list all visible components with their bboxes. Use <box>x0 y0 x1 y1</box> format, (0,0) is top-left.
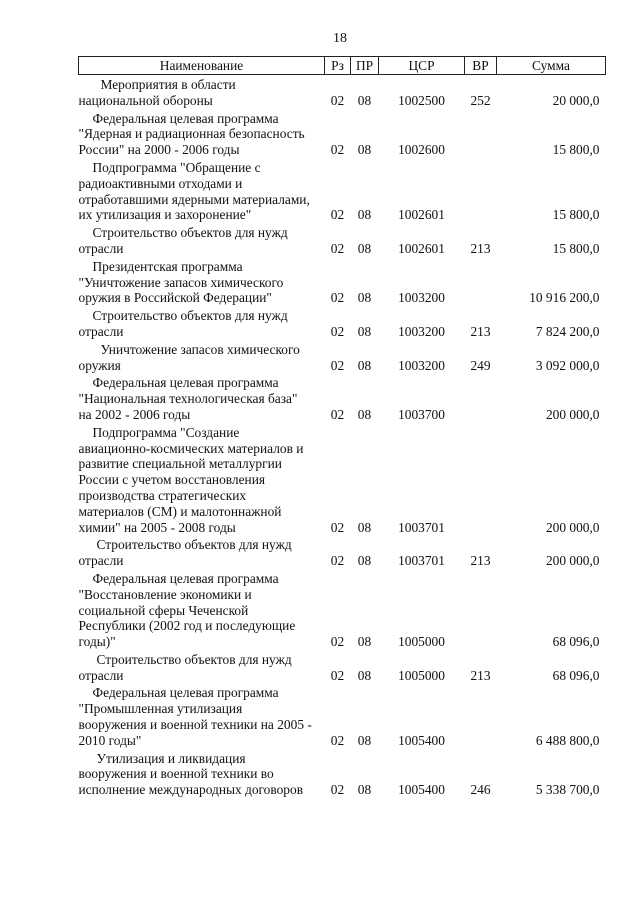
row-rz: 02 <box>330 782 345 798</box>
row-rz: 02 <box>330 92 345 108</box>
row-sum: 6 488 800,0 <box>535 732 600 748</box>
row-pr: 08 <box>357 634 372 650</box>
row-rz: 02 <box>330 207 345 223</box>
row-rz: 02 <box>330 240 345 256</box>
row-name <box>79 749 325 798</box>
row-name <box>79 683 325 748</box>
row-csr: 1002601 <box>398 207 445 223</box>
header-name: Наименование <box>79 57 325 75</box>
row-csr: 1003200 <box>398 290 445 306</box>
row-rz: 02 <box>330 634 345 650</box>
row-csr: 1002600 <box>398 142 445 158</box>
row-vr <box>465 257 497 306</box>
table-row <box>79 683 606 748</box>
page-number: 18 <box>333 31 347 46</box>
row-name <box>79 158 325 223</box>
row-pr: 08 <box>357 240 372 256</box>
row-vr <box>465 569 497 650</box>
table-row <box>79 373 606 422</box>
table-row <box>79 257 606 306</box>
table-row <box>79 569 606 650</box>
row-name-text: Подпрограмма "Создание авиационно-космических материалов и развитие специальной металлургии России с учетом восстановления производства стратегических материалов (СМ) и малотоннажной химии" на 2005 - 2008 годы <box>78 424 304 535</box>
table-row <box>79 75 606 109</box>
row-sum: 10 916 200,0 <box>529 290 600 306</box>
row-name <box>79 223 325 257</box>
table-row <box>79 306 606 340</box>
row-pr: 08 <box>357 732 372 748</box>
row-name-text: Утилизация и ликвидация вооружения и военной техники во исполнение международных договоров <box>78 750 304 798</box>
row-csr: 1005000 <box>398 634 445 650</box>
row-sum: 15 800,0 <box>552 240 600 256</box>
row-pr: 08 <box>357 92 372 108</box>
row-sum: 200 000,0 <box>545 519 600 535</box>
row-rz: 02 <box>330 142 345 158</box>
row-rz: 02 <box>330 323 345 339</box>
row-name-text: Строительство объектов для нужд отрасли <box>78 308 288 339</box>
row-vr: 213 <box>470 553 491 569</box>
row-vr <box>465 109 497 158</box>
row-name <box>79 257 325 306</box>
budget-table <box>78 56 606 798</box>
row-rz: 02 <box>330 406 345 422</box>
row-vr <box>465 683 497 748</box>
row-csr: 1005400 <box>398 732 445 748</box>
row-pr: 08 <box>357 290 372 306</box>
row-vr: 213 <box>470 240 491 256</box>
row-pr: 08 <box>357 207 372 223</box>
header-sum: Сумма <box>497 57 606 75</box>
row-pr: 08 <box>357 142 372 158</box>
row-vr: 249 <box>470 357 491 373</box>
header-vr: ВР <box>465 57 497 75</box>
row-csr: 1005400 <box>398 782 445 798</box>
row-name-text: Подпрограмма "Обращение с радиоактивными отходами и отработавшими ядерными материалами, их утилизация и захоронение" <box>78 159 310 223</box>
table-row <box>79 749 606 798</box>
row-rz: 02 <box>330 553 345 569</box>
table-row <box>79 650 606 684</box>
row-pr: 08 <box>357 357 372 373</box>
row-name-text: Федеральная целевая программа "Промышленная утилизация вооружения и военной техники на 2005 - 2010 годы" <box>78 685 312 748</box>
table-row <box>79 223 606 257</box>
row-name-text: Уничтожение запасов химического оружия <box>78 341 300 373</box>
row-sum: 7 824 200,0 <box>535 323 600 339</box>
row-csr: 1002601 <box>398 240 445 256</box>
table-header-row <box>79 57 606 75</box>
row-vr: 246 <box>470 782 491 798</box>
row-vr <box>465 158 497 223</box>
row-rz: 02 <box>330 732 345 748</box>
row-name <box>79 423 325 536</box>
row-pr: 08 <box>357 667 372 683</box>
row-pr: 08 <box>357 782 372 798</box>
row-name-text: Строительство объектов для нужд отрасли <box>78 225 288 256</box>
row-name-text: Федеральная целевая программа "Ядерная и радиационная безопасность России" на 2000 - 2006 годы <box>78 110 305 158</box>
table-row <box>79 340 606 374</box>
row-sum: 200 000,0 <box>545 406 600 422</box>
table-row <box>79 535 606 569</box>
row-name-text: Строительство объектов для нужд отрасли <box>78 537 292 569</box>
row-name <box>79 306 325 340</box>
table-row <box>79 158 606 223</box>
row-rz: 02 <box>330 667 345 683</box>
row-vr: 213 <box>470 667 491 683</box>
row-rz: 02 <box>330 357 345 373</box>
row-name <box>79 75 325 109</box>
row-name <box>79 109 325 158</box>
row-csr: 1002500 <box>398 92 445 108</box>
row-name-text: Президентская программа "Уничтожение запасов химического оружия в Российской Федерации" <box>78 258 284 306</box>
row-name <box>79 340 325 374</box>
header-pr: ПР <box>351 57 379 75</box>
row-name <box>79 535 325 569</box>
row-vr <box>465 373 497 422</box>
row-pr: 08 <box>357 406 372 422</box>
row-sum: 5 338 700,0 <box>535 782 600 798</box>
row-name-text: Мероприятия в области национальной обороны <box>78 77 236 108</box>
header-rz: Рз <box>325 57 351 75</box>
table-row <box>79 109 606 158</box>
row-vr: 213 <box>470 323 491 339</box>
row-sum: 68 096,0 <box>552 634 600 650</box>
row-sum: 3 092 000,0 <box>535 357 600 373</box>
row-rz: 02 <box>330 290 345 306</box>
row-csr: 1003701 <box>398 553 445 569</box>
row-csr: 1003200 <box>398 323 445 339</box>
row-name <box>79 569 325 650</box>
row-pr: 08 <box>357 519 372 535</box>
row-vr: 252 <box>470 92 491 108</box>
row-csr: 1005000 <box>398 667 445 683</box>
table-row <box>79 423 606 536</box>
header-csr: ЦСР <box>379 57 465 75</box>
row-sum: 20 000,0 <box>552 92 600 108</box>
row-pr: 08 <box>357 553 372 569</box>
row-sum: 68 096,0 <box>552 667 600 683</box>
row-name-text: Строительство объектов для нужд отрасли <box>78 651 292 683</box>
row-name <box>79 650 325 684</box>
row-sum: 200 000,0 <box>545 553 600 569</box>
row-csr: 1003200 <box>398 357 445 373</box>
row-csr: 1003700 <box>398 406 445 422</box>
row-pr: 08 <box>357 323 372 339</box>
table-body <box>79 75 606 799</box>
row-rz: 02 <box>330 519 345 535</box>
row-sum: 15 800,0 <box>552 142 600 158</box>
row-name <box>79 373 325 422</box>
row-name-text: Федеральная целевая программа "Национальная технологическая база" на 2002 - 2006 годы <box>78 375 298 422</box>
row-vr <box>465 423 497 536</box>
row-csr: 1003701 <box>398 519 445 535</box>
row-name-text: Федеральная целевая программа "Восстановление экономики и социальной сферы Чеченской Республики (2002 год и последующие годы)" <box>78 570 296 650</box>
row-sum: 15 800,0 <box>552 207 600 223</box>
